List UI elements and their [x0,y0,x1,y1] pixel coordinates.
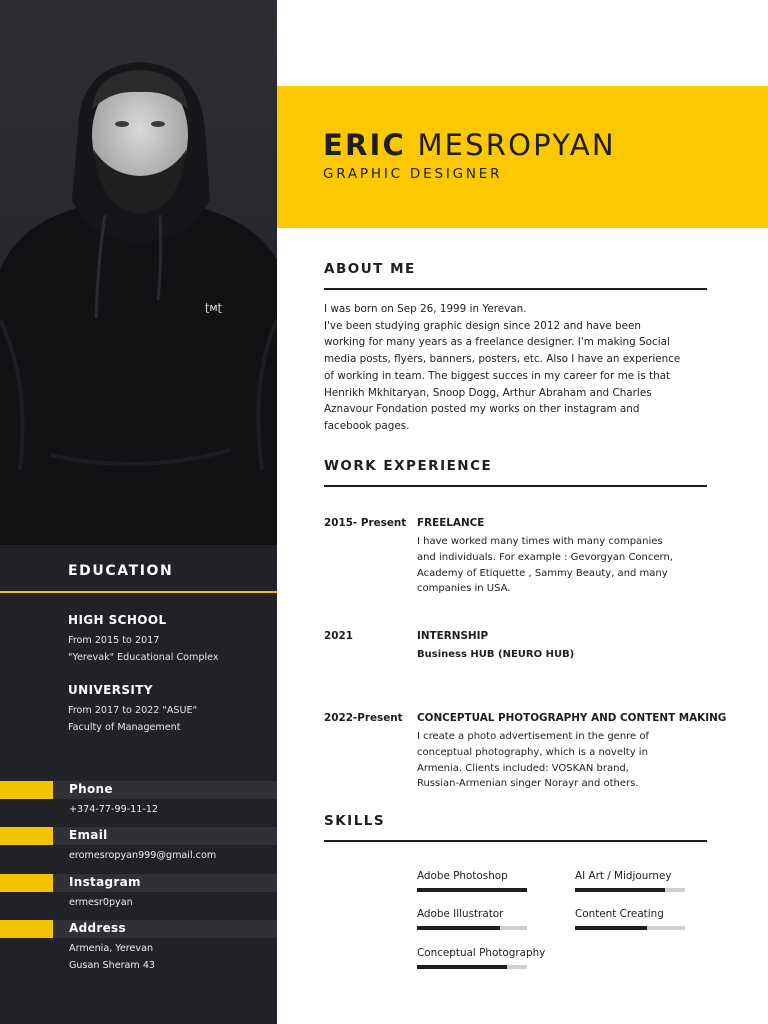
education-entry-line: From 2017 to 2022 "ASUE" [68,705,197,716]
job-title: FREELANCE [417,517,485,529]
job-description-line: companies in USA. [417,583,511,595]
job-description [417,647,574,663]
profile-photo-illustration [0,0,277,545]
job-description-line: Academy of Etiquette , Sammy Beauty, and many [417,567,668,579]
about-line: I've been studying graphic design since 2012 and have been [324,319,641,332]
contact-instagram [0,874,277,911]
full-name [323,128,616,162]
education-entry-university [68,683,273,736]
contact-phone [0,781,277,818]
job-description [417,534,673,597]
skill-item [417,908,529,930]
job-description-line: Armenia. Clients included: VOSKAN brand, [417,762,629,774]
job-description-line: I create a photo advertisement in the genre of [417,731,650,742]
contact-bar [0,781,277,799]
skill-level-track [417,965,527,969]
skill-level-fill [575,888,665,892]
name-banner [277,86,768,228]
skill-level-track [417,888,527,892]
education-title: EDUCATION [68,563,174,579]
contact-accent [0,874,53,892]
skill-level-track [575,888,685,892]
phone-number: +374-77-99-11-12 [69,804,159,815]
about-line: of working in team. The biggest succes in my career for me is that [324,369,671,382]
skill-label: Conceptual Photography [417,947,546,959]
education-divider [0,591,277,593]
education-entry-line: "Yerevak" Educational Complex [68,652,219,663]
contact-accent [0,920,53,938]
contact-accent [0,781,53,799]
contact-label: Email [69,828,108,842]
job-date: 2022-Present [324,712,403,724]
job-description-line: I have worked many times with many companies [417,536,663,547]
job-description [417,729,649,792]
contact-label: Instagram [69,875,141,889]
about-line: media posts, flyers, banners, posters, etc. Also I have an experience [324,353,681,366]
skills-divider [324,840,707,842]
job-title: INTERNSHIP [417,630,489,642]
job-role: GRAPHIC DESIGNER [323,166,503,182]
education-entry-high-school [68,613,273,666]
address-line: Gusan Sheram 43 [69,960,156,971]
contact-bar [0,874,277,892]
contact-email [0,827,277,864]
skills-title: SKILLS [324,813,386,829]
contact-label: Phone [69,782,113,796]
about-text [324,301,714,435]
job-description-line: Russian-Armenian singer Norayr and others. [417,778,639,790]
job-date: 2021 [324,630,353,642]
skill-level-track [575,926,685,930]
work-experience-divider [324,485,707,487]
hoodie-logo: ʈᴍʈ [205,301,222,314]
contact-address [0,920,277,974]
job-description-line: Business HUB (NEURO HUB) [417,649,575,660]
contact-accent [0,827,53,845]
about-line: I was born on Sep 26, 1999 in Yerevan. [324,303,527,315]
first-name: ERIC [323,128,407,162]
instagram-handle: ermesr0pyan [69,897,133,908]
work-experience-title: WORK EXPERIENCE [324,458,493,474]
last-name: MESROPYAN [417,128,616,162]
skill-item [575,908,687,930]
about-line: facebook pages. [324,419,410,432]
skill-level-fill [417,926,500,930]
education-entry-line: From 2015 to 2017 [68,635,160,646]
skill-label: AI Art / Midjourney [575,870,672,882]
skill-level-fill [575,926,647,930]
skill-level-fill [417,888,527,892]
skill-level-fill [417,965,507,969]
about-line: Aznavour Fondation posted my works on ther instagram and [324,403,640,416]
about-title: ABOUT ME [324,261,416,277]
skill-item [417,947,577,969]
profile-photo [0,0,277,545]
skill-item [417,870,529,892]
address-line: Armenia, Yerevan [69,943,154,954]
skill-label: Content Creating [575,908,664,920]
skill-item [575,870,687,892]
contact-label: Address [69,921,126,935]
education-entry-head: HIGH SCHOOL [68,613,167,627]
about-divider [324,288,707,290]
job-description-line: and individuals. For example : Gevorgyan Concern, [417,551,673,563]
skill-label: Adobe Illustrator [417,908,504,920]
skill-label: Adobe Photoshop [417,870,508,882]
contact-bar [0,920,277,938]
contact-bar [0,827,277,845]
job-title: CONCEPTUAL PHOTOGRAPHY AND CONTENT MAKING [417,712,727,724]
sidebar [0,0,277,1024]
job-description-line: conceptual photography, which is a novelty in [417,746,648,758]
about-line: Henrikh Mkhitaryan, Snoop Dogg, Arthur Abraham and Charles [324,386,652,399]
education-entry-head: UNIVERSITY [68,683,153,697]
job-date: 2015- Present [324,517,407,529]
education-entry-line: Faculty of Management [68,722,181,733]
about-line: working for many years as a freelance designer. I'm making Social [324,336,670,349]
skill-level-track [417,926,527,930]
email-address: eromesropyan999@gmail.com [69,850,217,861]
